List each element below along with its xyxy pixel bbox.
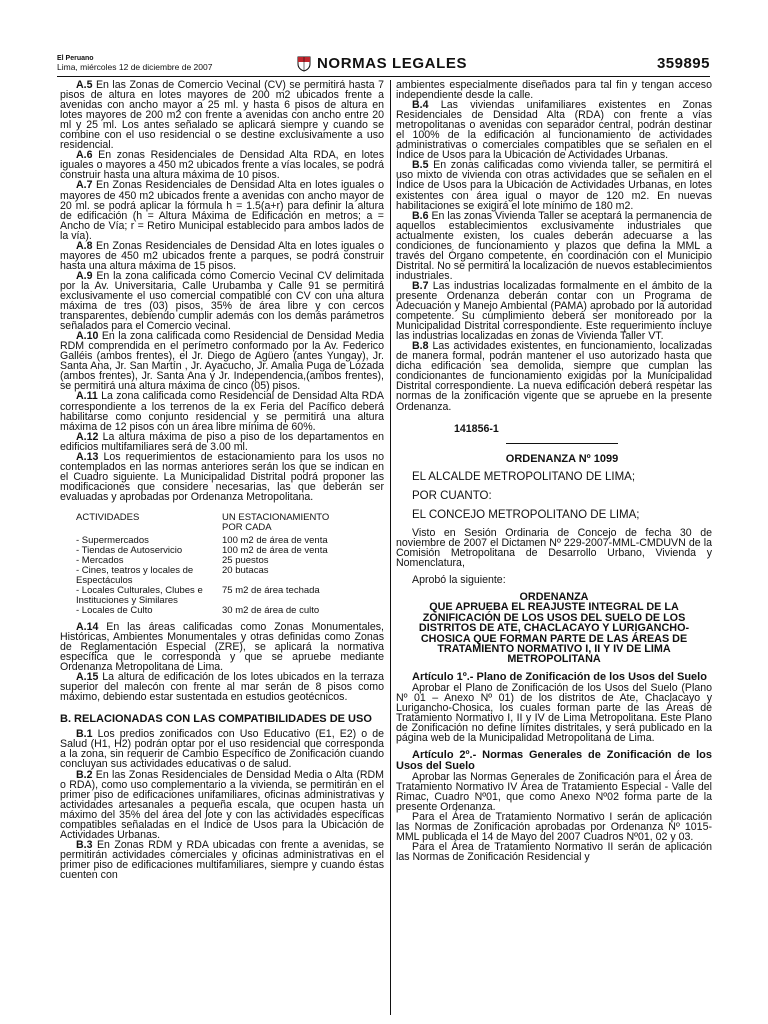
article-2-paragraph-2: Para el Área de Tratamiento Normativo I serán de aplicación las Normas de Zonificación aprobadas por Ordenanza Nº 1015-MML publicada el 14 de Mayo del 2007 Cuadros Nº01, 02 y 03. bbox=[396, 811, 712, 844]
column-divider bbox=[390, 80, 391, 1015]
article-2-paragraph-3: Para el Área de Tratamiento Normativo II serán de aplicación las Normas de Zonificación Residencial y bbox=[396, 841, 712, 864]
text-a6: En zonas Residenciales de Densidad Alta RDA, en lotes iguales o mayores a 450 m2 ubicados frente a vías locales, se podrá construir hasta una altura máxima de 10 pisos. bbox=[60, 149, 384, 182]
alcalde-line: EL ALCALDE METROPOLITANO DE LIMA; bbox=[412, 470, 636, 483]
paragraph-a15 bbox=[60, 672, 384, 702]
publication-date: Lima, miércoles 12 de diciembre de 2007 bbox=[57, 62, 213, 72]
text-a9: En la zona calificada como Comercio Vecinal CV delimitada por la Av. Universitaria, Calle Urubamba y Calle 91 se permitirá exclusivamente el uso comercial compatible con CV con una altura máxima de tres (03) pisos, 35% de área libre y con cercos transparentes, debiendo cumplir además con los demás parámetros señalados para el Comercio vecinal. bbox=[60, 269, 384, 333]
page-number: 359895 bbox=[656, 55, 710, 72]
label-a12: A.12 bbox=[76, 430, 99, 443]
paragraph-b1 bbox=[60, 729, 384, 769]
publication-code: 141856-1 bbox=[454, 422, 499, 435]
table-cell-value: 100 m2 de área de venta bbox=[222, 534, 328, 546]
table-cell-activity: - Mercados bbox=[76, 554, 124, 566]
text-a8: En Zonas Residenciales de Densidad Alta en lotes iguales o mayores de 450 m2 ubicados frente a parques, se podrá construir hasta una altura máxima de 15 pisos. bbox=[60, 239, 384, 272]
table-cell-value: 25 puestos bbox=[222, 554, 269, 566]
section-b-heading: B. RELACIONADAS CON LAS COMPATIBILIDADES DE USO bbox=[60, 713, 372, 726]
text-b5: En zonas calificadas como vivienda taller, se permitirá el uso mixto de vivienda con otras actividades que se señalen en el Índice de Usos para la Ubicación de Actividades Urbanas, en lotes existentes con área igual o mayor de 120 m2. En nuevas habilitaciones se exigirá el lote mínimo de 180 m2. bbox=[396, 159, 712, 212]
table-cell-value: 20 butacas bbox=[222, 564, 269, 576]
text-a11: La zona calificada como Residencial de Densidad Alta RDA correspondiente a los terrenos de la ex Feria del Pacífico deberá habilitarse como conjunto residencial y se permitirá una altura máxima de 12 pisos con un área libre mínima de 60%. bbox=[60, 390, 384, 433]
label-b4: B.4 bbox=[412, 99, 429, 112]
paragraph-a13 bbox=[60, 452, 384, 502]
label-b1: B.1 bbox=[76, 728, 93, 741]
table-col1-header: ACTIVIDADES bbox=[76, 511, 140, 523]
table-row bbox=[60, 566, 384, 586]
text-a13: Los requerimientos de estacionamiento para los usos no contemplados en las normas anteriores serán los que se indican en el Cuadro siguiente. La Municipalidad Distrital podrá proponer las modificaciones que considere necesarias, las que deberán ser evaluadas y aprobadas por Ordenanza Metropolitana. bbox=[60, 450, 384, 503]
text-a12: La altura máxima de piso a piso de los departamentos en edificios multifamiliares será de 3.00 ml. bbox=[60, 430, 384, 453]
article-1-text: Aprobar el Plano de Zonificación de los Usos del Suelo (Plano Nº 01 – Anexo Nº 01) de los distritos de Ate, Chaclacayo y Lurigancho-Chosica, los cuales forman parte de las Áreas de Tratamiento Normativo I, II y IV de Lima Metropolitana. Este Plano de Zonificación no define límites distritales, y será publicado en la página web de la Municipalidad Metropolitana de Lima. bbox=[396, 681, 712, 744]
ordinance-divider bbox=[506, 443, 618, 444]
right-column bbox=[396, 80, 712, 862]
label-b7: B.7 bbox=[412, 279, 429, 292]
label-a6: A.6 bbox=[76, 149, 93, 162]
page-header bbox=[57, 52, 710, 78]
table-cell-activity: - Supermercados bbox=[76, 534, 149, 546]
header-divider bbox=[57, 76, 710, 77]
text-b3: En Zonas RDM y RDA ubicadas con frente a avenidas, se permitirán actividades comerciales y oficinas administrativas en el primer piso de edificaciones multifamiliares, siempre y cuando éstas cuenten con bbox=[60, 838, 384, 881]
paragraph-b5 bbox=[396, 160, 712, 210]
label-a7: A.7 bbox=[76, 179, 93, 192]
parking-requirements-table bbox=[60, 513, 384, 616]
text-a7: En Zonas Residenciales de Densidad Alta en lotes iguales o mayores de 450 m2 ubicados frente a avenidas con ancho mayor de 20 ml. se podrá aplicar la fórmula h = 1.5(a+r) para definir la altura de edificación (h = Altura Máxima de Edificación en metros; a = Ancho de Vía; r = Retiro Municipal establecido para ambos lados de la vía). bbox=[60, 179, 384, 242]
table-row bbox=[60, 586, 384, 606]
table-col2-header bbox=[222, 513, 384, 536]
header-left bbox=[57, 54, 212, 72]
paragraph-a5 bbox=[60, 80, 384, 150]
label-b2: B.2 bbox=[76, 768, 93, 781]
table-cell-activity: - Locales de Culto bbox=[76, 604, 153, 616]
paragraph-b3-continued: ambientes especialmente diseñados para tal fin y tengan acceso independiente desde la calle. bbox=[396, 79, 712, 102]
table-cell-activity: - Cines, teatros y locales de Espectáculos bbox=[76, 564, 194, 586]
label-a8: A.8 bbox=[76, 239, 93, 252]
table-header-row bbox=[60, 513, 384, 536]
label-b8: B.8 bbox=[412, 340, 429, 353]
ordinance-number: ORDENANZA Nº 1099 bbox=[505, 452, 619, 465]
table-row bbox=[60, 606, 384, 616]
label-a10: A.10 bbox=[76, 330, 99, 343]
publication-name: El Peruano bbox=[57, 55, 94, 62]
article-1-title: Artículo 1º.- Plano de Zonificación de los Usos del Suelo bbox=[412, 670, 707, 683]
table-col2-header-line2: POR CADA bbox=[222, 521, 272, 533]
paragraph-a9 bbox=[60, 271, 384, 331]
text-b6: En las zonas Vivienda Taller se aceptará la permanencia de aquellos establecimientos exclusivamente industriales que actualmente existen, los cuales deberán adecuarse a las condiciones de funcionamiento y plazos que defina la MML a través del Órgano competente, en coordinación con el Municipio Distrital. No se permitirá la localización de nuevos establecimientos industriales. bbox=[396, 209, 712, 282]
por-cuanto-line: POR CUANTO: bbox=[412, 489, 492, 502]
paragraph-a11 bbox=[60, 391, 384, 431]
ordinance-subject: QUE APRUEBA EL REAJUSTE INTEGRAL DE LA ZONIFICACIÓN DE LOS USOS DEL SUELO DE LOS DISTRITOS DE ATE, CHACLACAYO Y LURIGANCHO-CHOSICA QUE FORMAN PARTE DE LAS ÁREAS DE TRATAMIENTO NORMATIVO I, II Y IV DE LIMA METROPOLITANA bbox=[418, 601, 690, 666]
text-b7: Las industrias localizadas formalmente en el ámbito de la presente Ordenanza deberán contar con un Programa de Adecuación y Manejo Ambiental (PAMA) aprobado por la autoridad competente. Su cumplimiento deberá ser monitoreado por la Municipalidad Distrital correspondiente. Este requerimiento incluye las industrias localizadas en zonas de Vivienda Taller VT. bbox=[396, 279, 712, 343]
table-cell-value: 75 m2 de área techada bbox=[222, 584, 320, 596]
label-a5: A.5 bbox=[76, 79, 93, 91]
ordinance-heading: ORDENANZA bbox=[519, 590, 589, 603]
text-a15: La altura de edificación de los lotes ubicados en la terraza superior del malecón con frente al mar serán de 8 pisos como máximo, debiendo estar sustentada en estudios geotécnicos. bbox=[60, 671, 384, 704]
label-a15: A.15 bbox=[76, 671, 99, 684]
paragraph-a8 bbox=[60, 241, 384, 271]
paragraph-b3 bbox=[60, 840, 384, 880]
label-a11: A.11 bbox=[76, 390, 98, 403]
header-center bbox=[297, 55, 467, 72]
label-a9: A.9 bbox=[76, 269, 93, 282]
concejo-line: EL CONCEJO METROPOLITANO DE LIMA; bbox=[412, 508, 640, 521]
table-cell-activity: - Locales Culturales, Clubes e Instituciones y Similares bbox=[76, 584, 203, 606]
text-a10: En la zona calificada como Residencial de Densidad Media RDM comprendida en el perímetro conformado por la Av. Federico Galléis (ambos frentes), el Jr. Diego de Agüero (antes Yungay), Jr. Santa Ana, Jr. San Martín , Jr. Ayacucho, Jr. Amalia Puga de Lozada (ambos frentes), Jr. Santa Ana y Jr. Independencia,(ambos frentes), se permitirá una altura máxima de cinco (05) pisos. bbox=[60, 330, 384, 393]
paragraph-a6 bbox=[60, 150, 384, 180]
aprobo-line: Aprobó la siguiente: bbox=[412, 573, 506, 586]
label-a14: A.14 bbox=[76, 620, 99, 633]
label-b5: B.5 bbox=[412, 159, 429, 172]
text-a5: En las Zonas de Comercio Vecinal (CV) se permitirá hasta 7 pisos de altura en lotes mayores de 200 m2 ubicados frente a avenidas con ancho mayor a 25 ml. y hasta 6 pisos de altura en lotes mayores de 200 m2 con frente a avenidas con ancho entre 20 ml y 25 ml. Los antes señalado se aplicará siempre y cuando se combine con el uso residencial o se destine exclusivamente a uso residencial. bbox=[60, 79, 384, 152]
table-col2-header-line1: UN ESTACIONAMIENTO bbox=[222, 511, 330, 523]
paragraph-b7 bbox=[396, 281, 712, 341]
text-a14: En las áreas calificadas como Zonas Monumentales, Históricas, Ambientes Monumentales y otras definidas como Zonas de Reglamentación Especial (ZRE), se aplicará la normativa específica que le corresponda y que se apruebe mediante Ordenanza Metropolitana de Lima. bbox=[60, 620, 384, 674]
table-cell-activity: - Tiendas de Autoservicio bbox=[76, 544, 183, 556]
text-b2: En las Zonas Residenciales de Densidad Media o Alta (RDM o RDA), como uso complementario a la vivienda, se permitirán en el primer piso de edificaciones unifamiliares, oficinas administrativas y actividades artesanales a pequeña escala, que ocupen hasta un máximo del 35% del área del lote y con las actividades específicas compatibles señaladas en el Índice de Usos para la Ubicación de Actividades Urbanas. bbox=[60, 768, 384, 841]
label-b3: B.3 bbox=[76, 838, 93, 851]
paragraph-a10 bbox=[60, 331, 384, 391]
paragraph-b8 bbox=[396, 341, 712, 411]
label-b6: B.6 bbox=[412, 209, 429, 222]
paragraph-a7 bbox=[60, 180, 384, 240]
paragraph-b2 bbox=[60, 770, 384, 840]
section-title: NORMAS LEGALES bbox=[317, 55, 468, 72]
table-cell-value: 30 m2 de área de culto bbox=[222, 604, 320, 616]
coat-of-arms-icon bbox=[297, 56, 311, 72]
table-cell-value: 100 m2 de área de venta bbox=[222, 544, 328, 556]
text-b1: Los predios zonificados con Uso Educativo (E1, E2) o de Salud (H1, H2) podrán optar por el uso residencial que corresponda a la zona, sin requerir de Cambio Específico de Zonificación cuando concluyan sus actividades educativas o de salud. bbox=[60, 728, 384, 771]
paragraph-b6 bbox=[396, 211, 712, 281]
visto-paragraph: Visto en Sesión Ordinaria de Concejo de fecha 30 de noviembre de 2007 el Dictamen Nº 229-2007-MML-CMDUVN de la Comisión Metropolitana de Desarrollo Urbano, Vivienda y Nomenclatura, bbox=[396, 526, 712, 569]
article-2-paragraph-1: Aprobar las Normas Generales de Zonificación para el Área de Tratamiento Normativo IV Área de Tratamiento Especial - Valle del Rimac, Cuadro Nº01, que como Anexo Nº02 forma parte de la presente Ordenanza. bbox=[396, 771, 712, 814]
article-2-title: Artículo 2º.- Normas Generales de Zonificación de los Usos del Suelo bbox=[396, 749, 712, 772]
label-a13: A.13 bbox=[76, 450, 99, 463]
text-b4: Las viviendas unifamiliares existentes en Zonas Residenciales de Densidad Alta (RDA) con frente a vías metropolitanas o avenidas con separador central, podrán destinar el 100% de la edificación al funcionamiento de actividades administrativas o comerciales compatibles que se señalen en el Índice de Usos para la Ubicación de Actividades Urbanas. bbox=[396, 99, 712, 162]
text-b8: Las actividades existentes, en funcionamiento, localizadas de manera formal, podrán mantener el uso autorizado hasta que dicha edificación sea demolida, siempre que cumplan las condicionantes de funcionamiento exigidas por la Municipalidad Distrital correspondiente. La nueva edificación deberá respetar las normas de la zonificación vigente que se apruebe en la presente Ordenanza. bbox=[396, 340, 712, 413]
left-column bbox=[60, 80, 384, 880]
paragraph-b4 bbox=[396, 100, 712, 160]
paragraph-a14 bbox=[60, 622, 384, 672]
paragraph-a12 bbox=[60, 432, 384, 452]
